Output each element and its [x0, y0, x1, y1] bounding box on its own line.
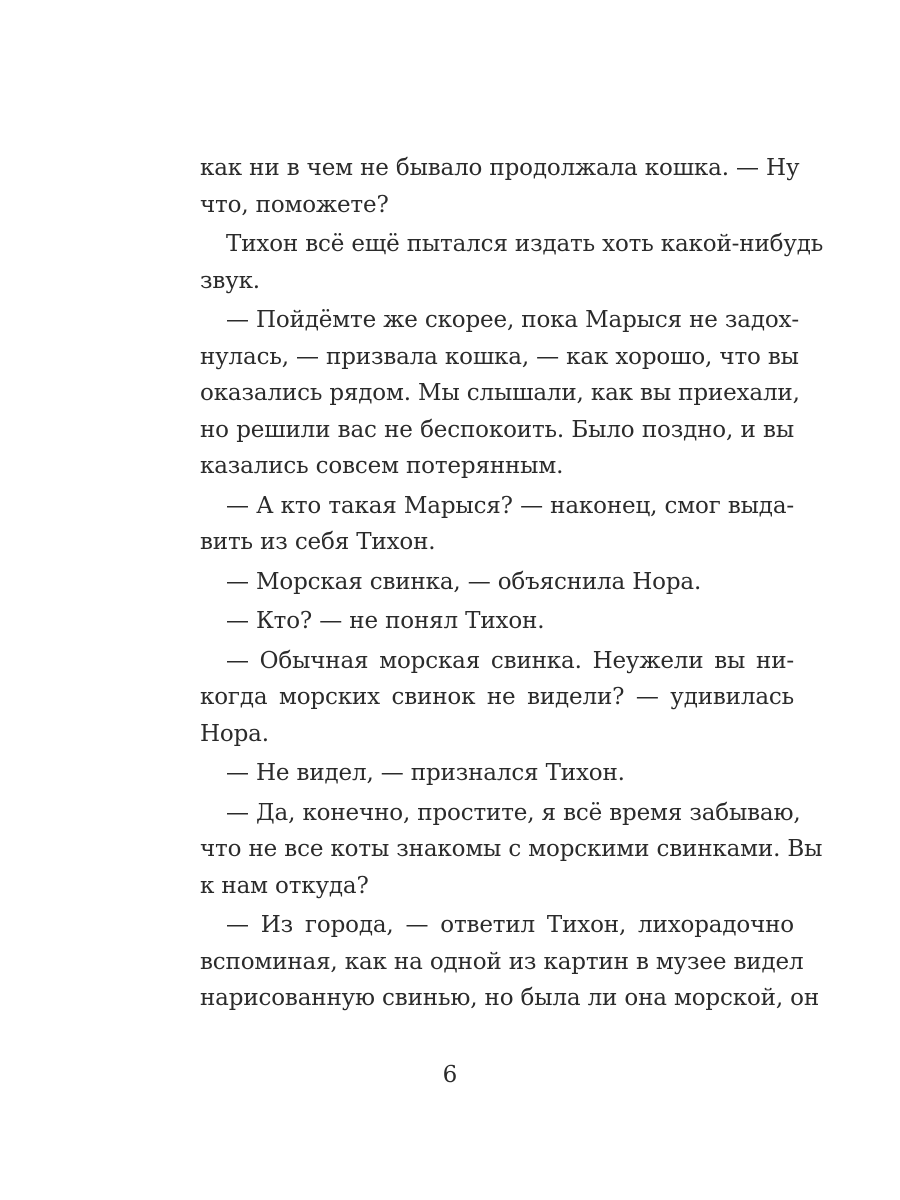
text-line: вспоминая, как на одной из картин в музее видел	[200, 948, 804, 975]
text-line: оказались рядом. Мы слышали, как вы приехали,	[200, 380, 800, 406]
paragraph	[200, 226, 824, 299]
paragraph	[200, 755, 794, 792]
paragraph	[200, 488, 794, 561]
paragraph	[200, 302, 800, 485]
text-line: — Из города, — ответил Тихон, лихорадочно	[226, 912, 794, 938]
page-number: 6	[442, 1062, 458, 1088]
text-line: звук.	[200, 267, 260, 294]
text-line: — Морская свинка, — объяснила Нора.	[226, 568, 702, 595]
text-line: — Не видел, — признался Тихон.	[226, 760, 625, 786]
text-line: но решили вас не беспокоить. Было поздно, и вы	[200, 416, 794, 443]
text-line: казались совсем потерянным.	[200, 453, 564, 479]
text-line: — Да, конечно, простите, я всё время забываю,	[226, 799, 801, 826]
paragraph	[200, 564, 794, 601]
text-line: что не все коты знакомы с морскими свинками. Вы	[200, 836, 823, 862]
paragraph	[200, 795, 823, 905]
paragraph	[200, 907, 820, 1017]
text-line: Нора.	[200, 720, 269, 747]
text-line: к нам откуда?	[200, 872, 369, 899]
body-text	[200, 150, 824, 1017]
text-line: — Пойдёмте же скорее, пока Марыся не задох-	[226, 307, 799, 333]
text-line: — Обычная морская свинка. Неужели вы ни-	[226, 647, 794, 674]
text-line: Тихон всё ещё пытался издать хоть какой-нибудь	[226, 231, 824, 257]
text-line: когда морских свинок не видели? — удивилась	[200, 684, 794, 710]
paragraph	[200, 643, 794, 753]
text-line: как ни в чем не бывало продолжала кошка. — Ну	[200, 155, 800, 181]
text-line: нулась, — призвала кошка, — как хорошо, что вы	[200, 343, 799, 370]
text-line: — Кто? — не понял Тихон.	[226, 608, 545, 634]
text-line: вить из себя Тихон.	[200, 529, 436, 555]
text-line: что, поможете?	[200, 191, 389, 218]
text-line: — А кто такая Марыся? — наконец, смог выда-	[226, 492, 794, 519]
paragraph	[200, 603, 794, 640]
text-line: нарисованную свинью, но была ли она морской, он	[200, 985, 820, 1011]
paragraph	[200, 150, 800, 223]
